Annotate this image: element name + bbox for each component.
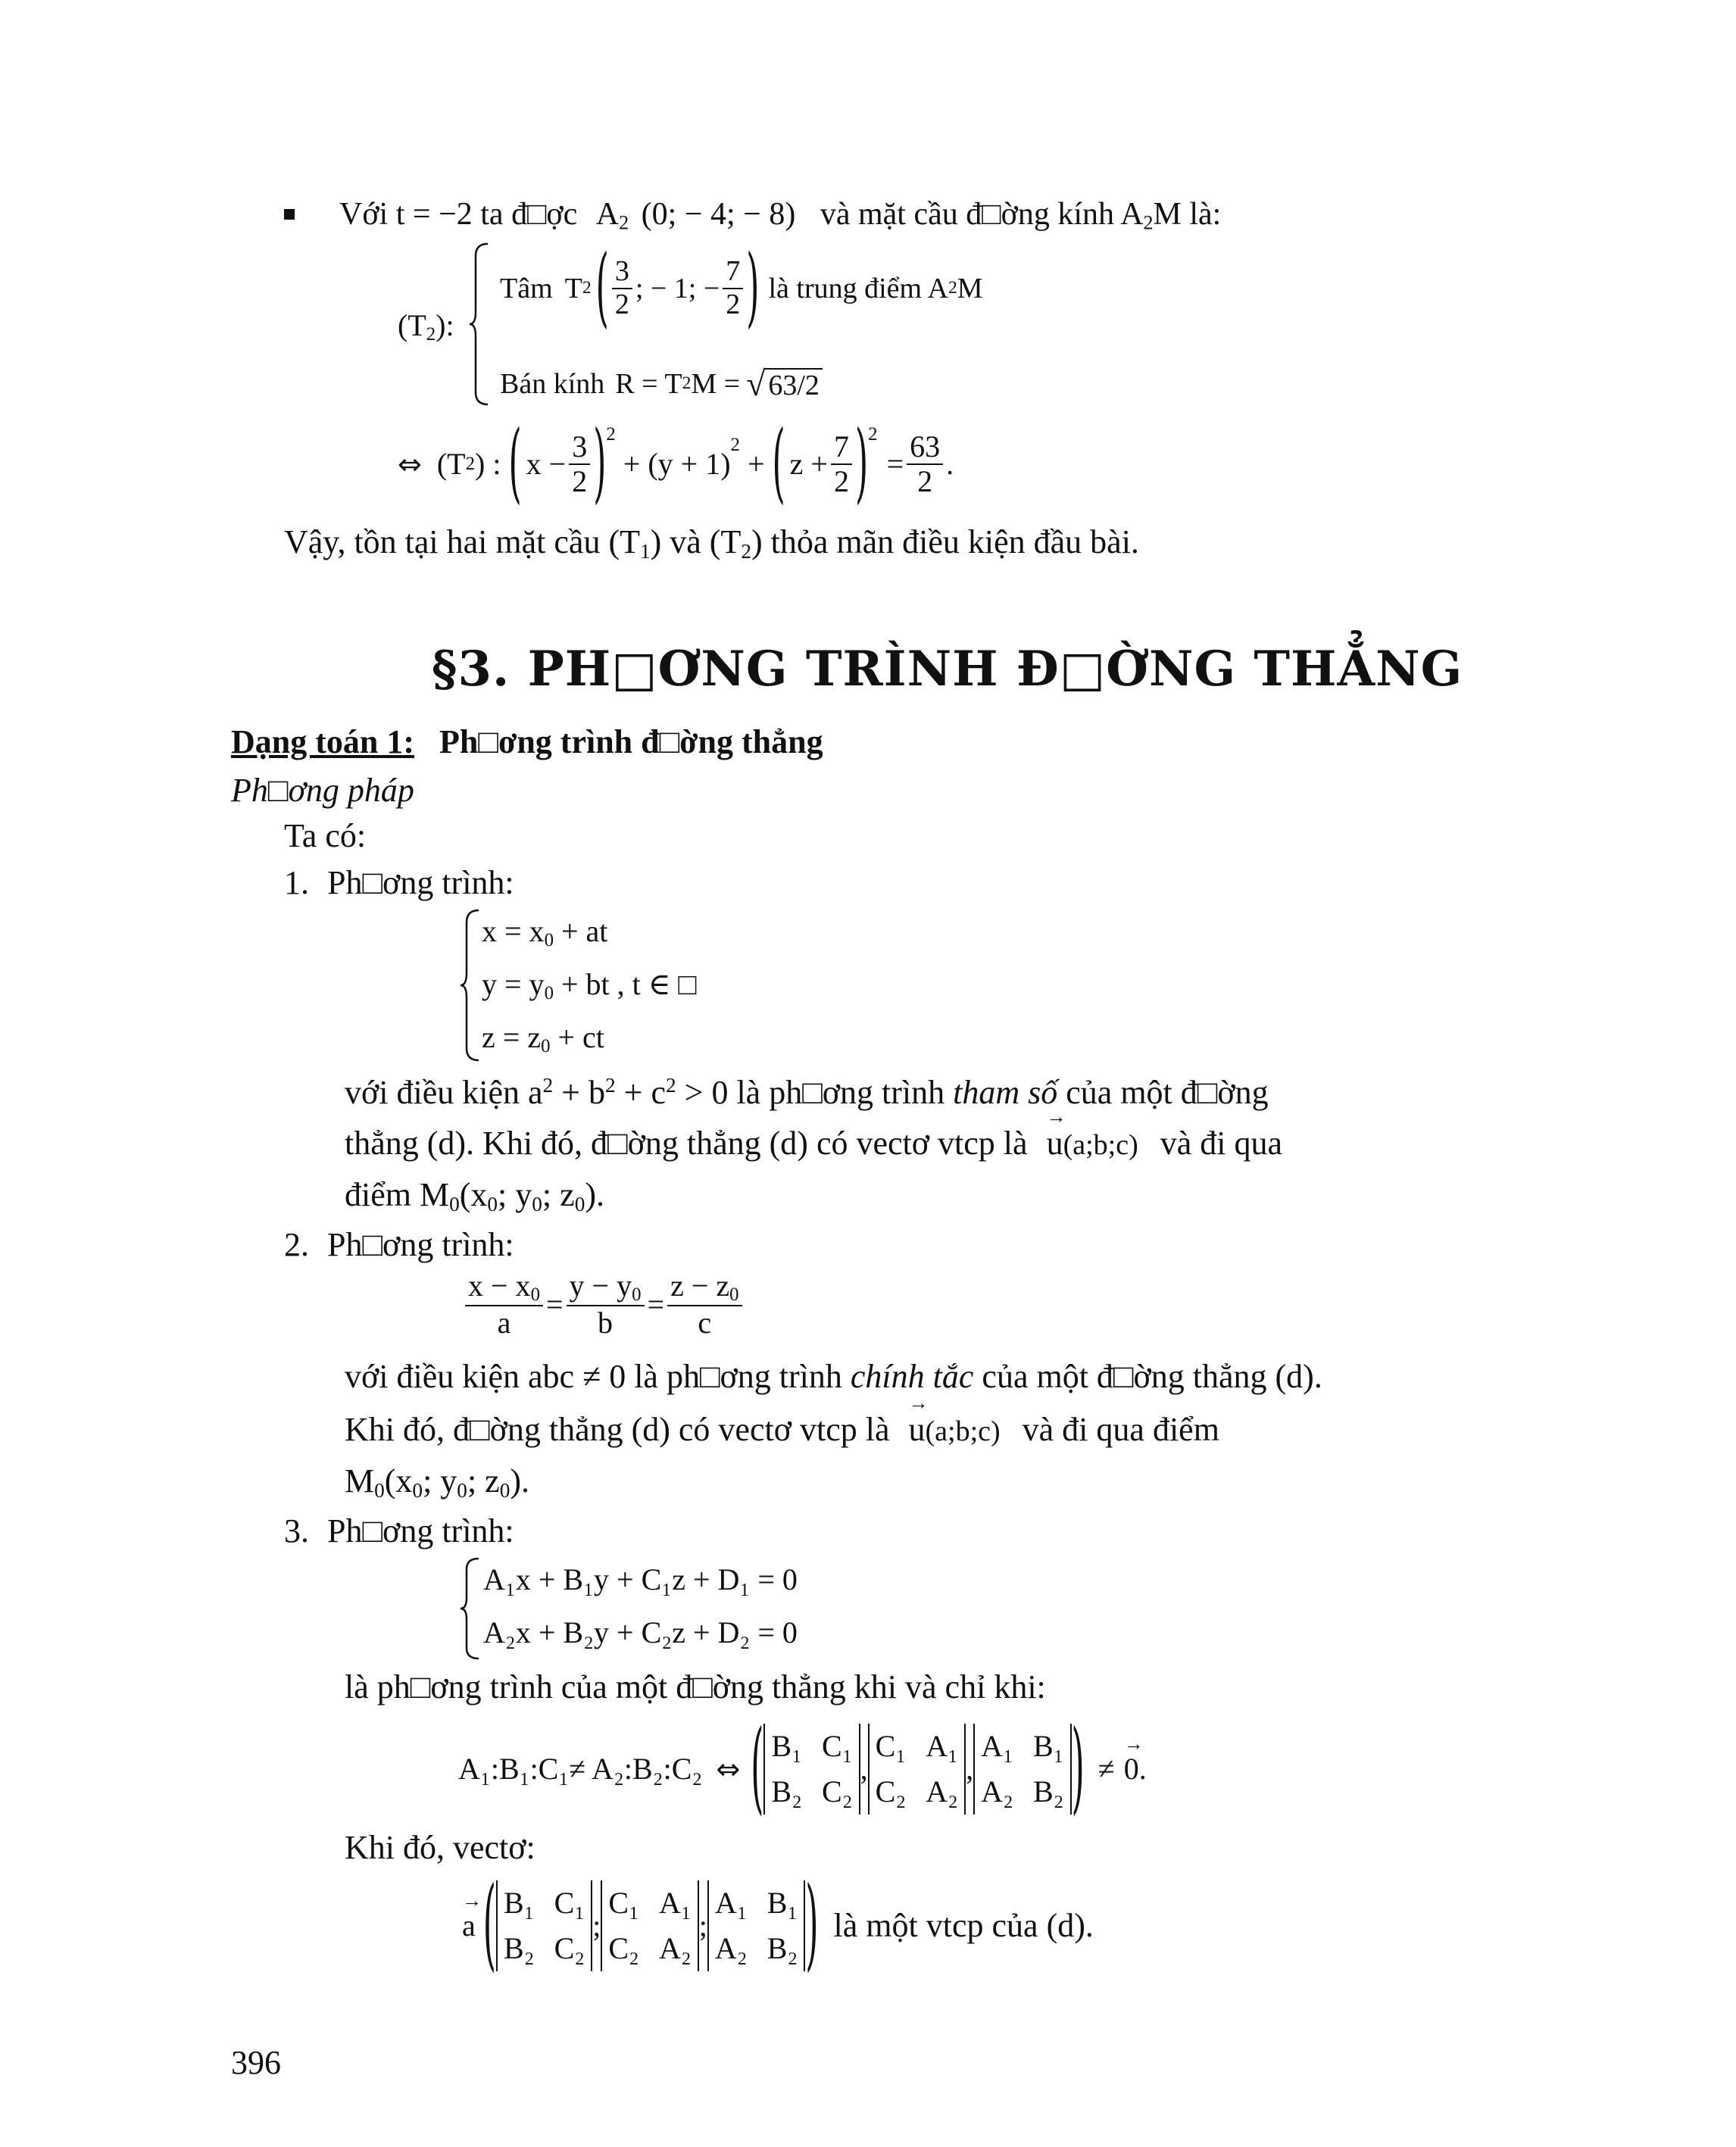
det-bc: B₁ C₁ B₂ C₂ xyxy=(763,1724,860,1815)
item1-eq-z: $z = z_0$ + ct xyxy=(482,1020,604,1057)
item1-para-line1: với điều kiện $a^2 + b^2 + c^2 > 0$ là ph□ơng trình tham số của một đ□ờng xyxy=(345,1074,1269,1111)
bullet-marker xyxy=(284,209,295,220)
item1-para-line3: điểm $M_0(x_0$; $y_0$; $z_0$). xyxy=(345,1176,604,1215)
item3-heading: 3. Ph□ơng trình: xyxy=(284,1512,514,1549)
item2-heading: 2. Ph□ơng trình: xyxy=(284,1226,514,1263)
det-ca: C₁ A₁ C₂ A₂ xyxy=(868,1724,966,1815)
item1-para-line2: thẳng (d). Khi đó, đ□ờng thẳng (d) có vectơ vtcp là → u(a;b;c) và đi qua xyxy=(345,1127,1282,1160)
item3-brace xyxy=(459,1556,482,1665)
khi-do-vecto: Khi đó, vectơ: xyxy=(345,1829,535,1866)
item3-condition: là ph□ơng trình của một đ□ờng thẳng khi và chỉ khi: xyxy=(345,1668,1046,1705)
t2-center-line: Tâm T 2 ( $\frac{3}{2}$ ; − 1; − $\frac{7}{2}$ ) là trung điểm A 2 M xyxy=(500,237,983,338)
conclusion-line: Vậy, tồn tại hai mặt cầu $(T_1)$ và $(T_2)$ thỏa mãn điều kiện đầu bài. xyxy=(284,523,1139,563)
item2-para-line2: Khi đó, đ□ờng thẳng (d) có vectơ vtcp là → u(a;b;c) và đi qua điểm xyxy=(345,1413,1219,1446)
item3-determinant-condition: A₁:B₁:C₁≠ A₂:B₂:C₂ ⇔ ( B₁ C₁ B₂ C₂ , C₁ A₁ C₂ A₂ , A₁ B₁ A₂ B₂ ) ≠ → 0 . xyxy=(458,1724,1147,1815)
item3-eq2: A₂x + B₂y + C₂z + D₂ = 0 xyxy=(483,1615,798,1649)
dang-toan-heading: Dạng toán 1: Ph□ơng trình đ□ờng thẳng xyxy=(231,723,823,760)
t2-radius-line: Bán kính R = T 2 M = √ 63/2 xyxy=(500,367,823,401)
t2-label: $(T_2)$: xyxy=(398,308,454,345)
section-heading: §3. PH□ƠNG TRÌNH Đ□ỜNG THẲNG xyxy=(432,641,1463,697)
item3-direction-vector: → a ( B₁ C₁ B₂ C₂ ; C₁ A₁ C₂ A₂ ; A₁ B₁ A₂ B₂ ) là một vtcp của (d). xyxy=(462,1877,1094,1975)
ta-co-label: Ta có: xyxy=(284,817,367,854)
phuong-phap-label: Ph□ơng pháp xyxy=(231,772,414,809)
page-number: 396 xyxy=(231,2044,281,2081)
item2-para-line3: $M_0(x_0$; $y_0$; $z_0$). xyxy=(345,1462,529,1502)
item1-eq-x: $x = x_0$ + at xyxy=(482,914,608,951)
line-t-minus2: Với t = −2 ta đ□ợc $A_2$ (0; − 4; − 8) và mặt cầu đ□ờng kính $A_2M$ là: xyxy=(339,197,1222,234)
item1-brace xyxy=(459,907,482,1066)
det-ab: A₁ B₁ A₂ B₂ xyxy=(973,1724,1071,1815)
item2-para-line1: với điều kiện abc ≠ 0 là ph□ơng trình chính tắc của một đ□ờng thẳng (d). xyxy=(345,1358,1322,1395)
det-ca-2: C₁ A₁ C₂ A₂ xyxy=(601,1880,698,1971)
det-bc-2: B₁ C₁ B₂ C₂ xyxy=(496,1880,592,1971)
item1-eq-y: $y = y_0$ + bt , t ∈ □ xyxy=(482,967,697,1004)
t2-equation: ⇔ (T 2 ) : ( x − $\frac{3}{2}$ ) 2 + (y + 1) 2 + ( z + $\frac{7}{2}$ ) 2 = $\frac{63}{2}$ . xyxy=(398,413,954,513)
item2-equation: $\frac{x - x_0}{a}$ = $\frac{y - y_0}{b}$ = $\frac{z - z_0}{c}$ xyxy=(462,1269,745,1340)
t2-brace xyxy=(468,241,491,407)
item3-eq1: A₁x + B₁y + C₁z + D₁ = 0 xyxy=(483,1562,798,1596)
det-ab-2: A₁ B₁ A₂ B₂ xyxy=(707,1880,805,1971)
item1-heading: 1. Ph□ơng trình: xyxy=(284,864,514,901)
